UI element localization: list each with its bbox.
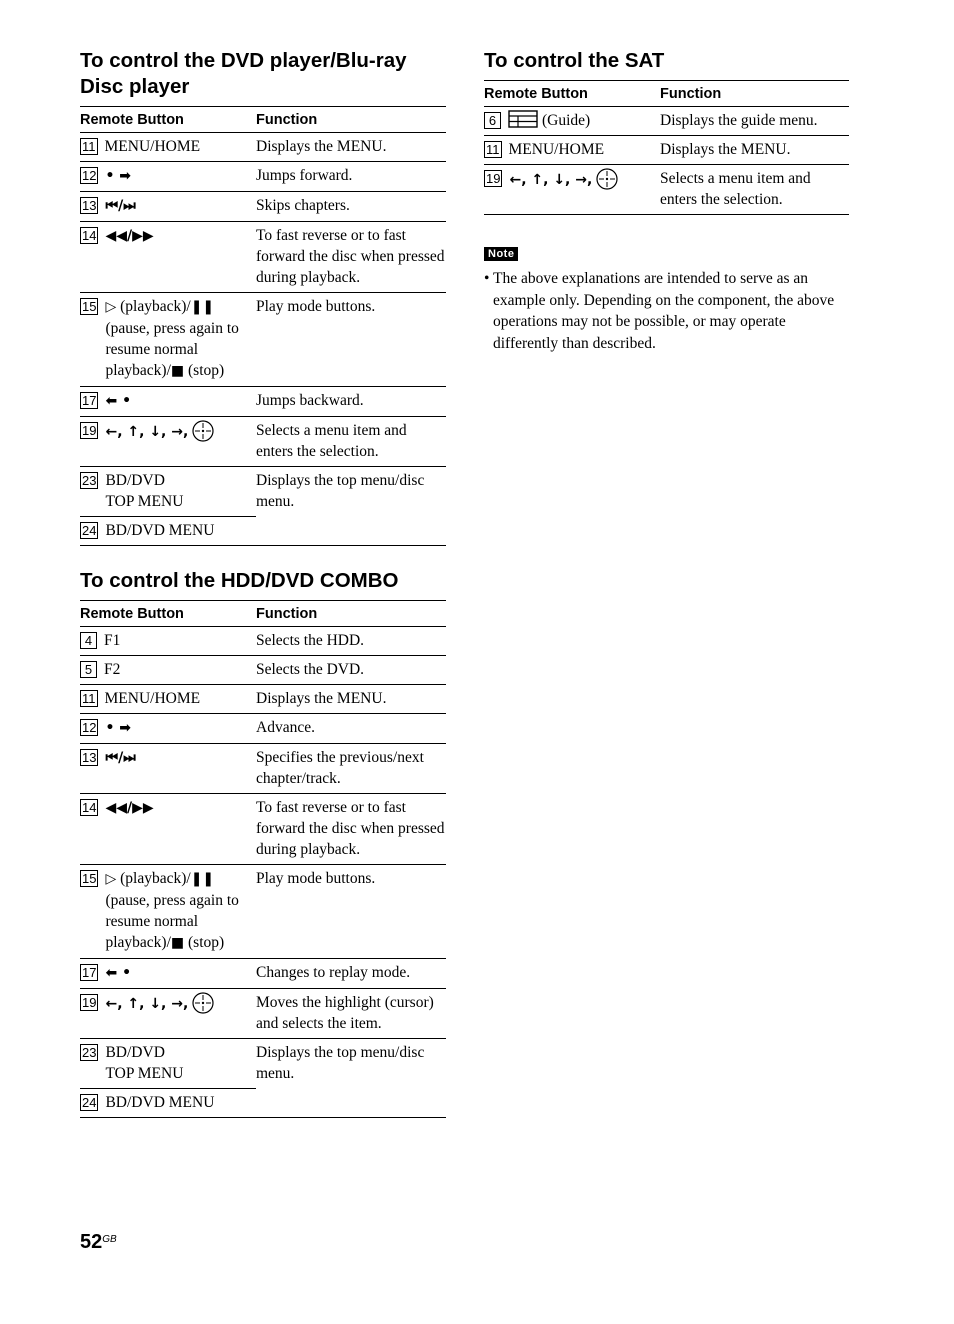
function-text: Changes to replay mode.: [256, 959, 446, 989]
table-row: [80, 387, 446, 417]
direction-arrows-icon: ←, ↑, ↓, →,: [105, 996, 189, 1012]
button-number: 13: [82, 198, 97, 213]
back-arrow-dot-icon: ⬅ •: [105, 965, 132, 981]
pause-icon: ❚❚: [190, 299, 215, 315]
table-row: [80, 222, 446, 293]
button-label-part: (stop): [188, 934, 225, 951]
stop-icon: ■: [170, 363, 185, 379]
table-header-row: [484, 81, 849, 107]
table-row: [484, 136, 849, 165]
function-text: Selects a menu item and enters the selection.: [660, 165, 849, 215]
button-number: 4: [80, 632, 97, 649]
button-label: BD/DVD MENU: [105, 522, 215, 539]
button-number: 5: [80, 661, 97, 678]
note-badge: Note: [484, 247, 518, 261]
table-header-row: [80, 601, 446, 627]
button-number: 24: [82, 1095, 97, 1110]
button-number: 19: [82, 423, 97, 438]
button-label-part: (pause, press again to resume normal playback)/: [105, 320, 239, 379]
sat-table: [484, 80, 849, 215]
function-text: Displays the top menu/disc menu.: [256, 467, 446, 546]
table-row: [80, 467, 446, 517]
table-row: [80, 959, 446, 989]
button-number: 15: [82, 299, 97, 314]
button-number: 19: [486, 171, 501, 186]
dvd-table: [80, 106, 446, 546]
button-label-part: BD/DVD: [105, 1044, 165, 1061]
skip-prev-next-icon: ⏮/⏭: [105, 198, 136, 214]
table-row: [80, 989, 446, 1039]
rewind-fastforward-icon: ◀◀/▶▶: [105, 228, 154, 244]
button-number: 15: [82, 871, 97, 886]
button-label: MENU/HOME: [104, 138, 201, 155]
table-row: [80, 744, 446, 794]
col-header-function: Function: [660, 81, 849, 107]
button-label-part: BD/DVD: [105, 472, 165, 489]
guide-icon: [508, 110, 538, 128]
sat-section: [484, 48, 849, 215]
button-number: 19: [82, 995, 97, 1010]
play-icon: ▷: [105, 299, 117, 315]
enter-circle-icon: [192, 420, 214, 442]
dvd-section-title: [80, 48, 446, 100]
button-label: MENU/HOME: [104, 690, 201, 707]
table-row: [80, 714, 446, 744]
function-text: Play mode buttons.: [256, 865, 446, 959]
col-header-button: Remote Button: [484, 81, 660, 107]
function-text: Skips chapters.: [256, 192, 446, 222]
table-row: [80, 865, 446, 959]
function-text: Displays the MENU.: [660, 136, 849, 165]
function-text: To fast reverse or to fast forward the disc when pressed during playback.: [256, 222, 446, 293]
button-label-part: (pause, press again to resume normal playback)/: [105, 892, 239, 951]
button-number: 11: [82, 691, 96, 706]
sat-section-title: To control the SAT: [484, 49, 665, 72]
direction-arrows-icon: ←, ↑, ↓, →,: [105, 424, 189, 440]
function-text: To fast reverse or to fast forward the disc when pressed during playback.: [256, 794, 446, 865]
function-text: Displays the MENU.: [256, 133, 446, 162]
function-text: Jumps forward.: [256, 162, 446, 192]
page-number: [80, 1231, 117, 1254]
button-number: 6: [484, 112, 501, 129]
button-label: BD/DVD MENU: [105, 1094, 215, 1111]
table-row: [80, 656, 446, 685]
button-number: 11: [82, 139, 96, 154]
button-number: 11: [486, 142, 500, 157]
col-header-function: Function: [256, 601, 446, 627]
function-text: Displays the top menu/disc menu.: [256, 1039, 446, 1118]
stop-icon: ■: [170, 935, 185, 951]
function-text: Displays the MENU.: [256, 685, 446, 714]
button-number: 14: [82, 228, 97, 243]
button-number: 12: [82, 168, 97, 183]
hdd-section: [80, 568, 446, 1118]
button-number: 17: [82, 393, 97, 408]
col-header-button: Remote Button: [80, 107, 256, 133]
button-number: 14: [82, 800, 97, 815]
table-row: [484, 107, 849, 136]
button-label: MENU/HOME: [508, 141, 605, 158]
col-header-button: Remote Button: [80, 601, 256, 627]
table-row: [484, 165, 849, 215]
table-row: [80, 417, 446, 467]
button-number: 24: [82, 523, 97, 538]
note-text: • The above explanations are intended to serve as an example only. Depending on the component, the above operations may not be possible, or may operate differently than described.: [484, 270, 835, 352]
button-label-part: (stop): [188, 362, 225, 379]
dot-forward-arrow-icon: • ➡: [105, 168, 132, 184]
table-header-row: [80, 107, 446, 133]
pause-icon: ❚❚: [190, 871, 215, 887]
button-label: (Guide): [542, 112, 591, 129]
button-number: 12: [82, 720, 97, 735]
button-number: 13: [82, 750, 97, 765]
button-label: F1: [104, 632, 121, 649]
button-number: 23: [82, 473, 97, 488]
table-row: [80, 794, 446, 865]
function-text: Selects the HDD.: [256, 627, 446, 656]
function-text: Advance.: [256, 714, 446, 744]
function-text: Specifies the previous/next chapter/track.: [256, 744, 446, 794]
table-row: [80, 627, 446, 656]
table-row: [80, 162, 446, 192]
hdd-table: [80, 600, 446, 1118]
button-label-part: (playback)/: [120, 298, 191, 315]
enter-circle-icon: [596, 168, 618, 190]
button-label-part: TOP MENU: [105, 493, 184, 510]
right-column: [484, 48, 849, 354]
button-label-part: TOP MENU: [105, 1065, 184, 1082]
col-header-function: Function: [256, 107, 446, 133]
table-row: [80, 685, 446, 714]
button-number: 17: [82, 965, 97, 980]
function-text: Jumps backward.: [256, 387, 446, 417]
back-arrow-dot-icon: ⬅ •: [105, 393, 132, 409]
play-icon: ▷: [105, 871, 117, 887]
enter-circle-icon: [192, 992, 214, 1014]
page-number-suffix: GB: [102, 1234, 117, 1245]
button-label-part: (playback)/: [120, 870, 191, 887]
skip-prev-next-icon: ⏮/⏭: [105, 750, 136, 766]
direction-arrows-icon: ←, ↑, ↓, →,: [509, 172, 593, 188]
button-number: 23: [82, 1045, 97, 1060]
dvd-title-line1: To control the DVD player/Blu-ray: [80, 49, 407, 72]
function-text: Selects a menu item and enters the selection.: [256, 417, 446, 467]
dot-forward-arrow-icon: • ➡: [105, 720, 132, 736]
table-row: [80, 293, 446, 387]
function-text: Displays the guide menu.: [660, 107, 849, 136]
button-label: F2: [104, 661, 121, 678]
table-row: [80, 133, 446, 162]
table-row: [80, 1039, 446, 1089]
function-text: Moves the highlight (cursor) and selects the item.: [256, 989, 446, 1039]
hdd-section-title: To control the HDD/DVD COMBO: [80, 569, 399, 592]
page-number-value: 52: [80, 1231, 103, 1253]
dvd-section: [80, 48, 446, 546]
function-text: Play mode buttons.: [256, 293, 446, 387]
left-column: [80, 48, 446, 1118]
table-row: [80, 192, 446, 222]
note-section: [484, 215, 849, 354]
dvd-title-line2: Disc player: [80, 75, 190, 98]
function-text: Selects the DVD.: [256, 656, 446, 685]
rewind-fastforward-icon: ◀◀/▶▶: [105, 800, 154, 816]
